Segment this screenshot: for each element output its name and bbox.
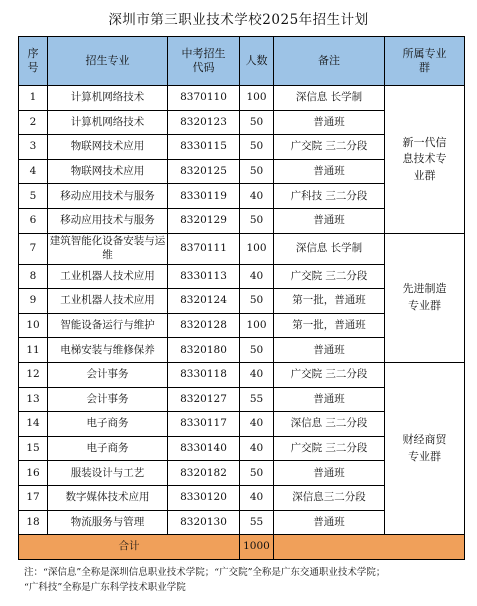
group-cell-manufacturing xyxy=(385,233,465,362)
cell-seq: 14 xyxy=(19,412,48,437)
cell-remark: 广交院 三二分段 xyxy=(274,135,385,160)
cell-seq: 1 xyxy=(19,86,48,111)
cell-code: 8330119 xyxy=(168,184,240,209)
cell-major: 工业机器人技术应用 xyxy=(48,264,168,289)
header-group: 所属专业群 xyxy=(385,37,465,86)
cell-code: 8370110 xyxy=(168,86,240,111)
cell-count: 50 xyxy=(240,208,274,233)
cell-code: 8320129 xyxy=(168,208,240,233)
cell-remark: 广交院 三二分段 xyxy=(274,436,385,461)
cell-major: 电子商务 xyxy=(48,436,168,461)
group-cell-finance xyxy=(385,362,465,534)
cell-count: 40 xyxy=(240,184,274,209)
cell-count: 100 xyxy=(240,313,274,338)
cell-code: 8330118 xyxy=(168,362,240,387)
table-row xyxy=(19,86,465,111)
total-label: 合计 xyxy=(19,535,240,560)
cell-seq: 11 xyxy=(19,338,48,363)
cell-remark: 广交院 三二分段 xyxy=(274,264,385,289)
cell-remark: 广科技 三二分段 xyxy=(274,184,385,209)
cell-major: 智能设备运行与维护 xyxy=(48,313,168,338)
cell-major: 计算机网络技术 xyxy=(48,110,168,135)
cell-seq: 18 xyxy=(19,510,48,535)
cell-code: 8320123 xyxy=(168,110,240,135)
group-label: 先进制造专业群 xyxy=(402,282,447,312)
table-header-row xyxy=(19,37,465,86)
cell-code: 8320128 xyxy=(168,313,240,338)
cell-seq: 10 xyxy=(19,313,48,338)
cell-code: 8320130 xyxy=(168,510,240,535)
footnote xyxy=(24,565,464,595)
cell-major: 物流服务与管理 xyxy=(48,510,168,535)
cell-remark: 普通班 xyxy=(274,387,385,412)
cell-seq: 5 xyxy=(19,184,48,209)
cell-remark: 广交院 三二分段 xyxy=(274,362,385,387)
cell-code: 8330113 xyxy=(168,264,240,289)
cell-major: 工业机器人技术应用 xyxy=(48,289,168,314)
cell-major: 移动应用技术与服务 xyxy=(48,208,168,233)
cell-remark: 深信息 三二分段 xyxy=(274,412,385,437)
cell-seq: 2 xyxy=(19,110,48,135)
cell-code: 8320182 xyxy=(168,461,240,486)
cell-major: 会计事务 xyxy=(48,387,168,412)
cell-count: 40 xyxy=(240,362,274,387)
cell-major: 电梯安装与维修保养 xyxy=(48,338,168,363)
page-title: 深圳市第三职业技术学校2025年招生计划 xyxy=(108,12,369,28)
cell-code: 8320125 xyxy=(168,159,240,184)
cell-count: 100 xyxy=(240,233,274,264)
cell-major: 服装设计与工艺 xyxy=(48,461,168,486)
cell-seq: 6 xyxy=(19,208,48,233)
cell-code: 8320127 xyxy=(168,387,240,412)
cell-code: 8330117 xyxy=(168,412,240,437)
cell-remark: 深信息 长学制 xyxy=(274,233,385,264)
cell-seq: 15 xyxy=(19,436,48,461)
total-empty xyxy=(274,535,465,560)
table-row xyxy=(19,362,465,387)
group-label: 新一代信息技术专业群 xyxy=(402,135,447,182)
table-row xyxy=(19,233,465,264)
header-major: 招生专业 xyxy=(48,37,168,86)
cell-count: 50 xyxy=(240,338,274,363)
cell-count: 50 xyxy=(240,135,274,160)
cell-code: 8330140 xyxy=(168,436,240,461)
cell-remark: 普通班 xyxy=(274,510,385,535)
cell-seq: 8 xyxy=(19,264,48,289)
footnote-line-2: “广科技”全称是广东科学技术职业学院 xyxy=(24,582,186,593)
cell-count: 50 xyxy=(240,289,274,314)
total-row xyxy=(19,535,465,560)
cell-seq: 4 xyxy=(19,159,48,184)
cell-count: 40 xyxy=(240,436,274,461)
cell-count: 100 xyxy=(240,86,274,111)
cell-count: 40 xyxy=(240,264,274,289)
total-count: 1000 xyxy=(240,535,274,560)
cell-count: 50 xyxy=(240,110,274,135)
cell-count: 55 xyxy=(240,510,274,535)
cell-major: 数字媒体技术应用 xyxy=(48,485,168,510)
cell-remark: 普通班 xyxy=(274,208,385,233)
group-cell-it xyxy=(385,86,465,234)
cell-major: 物联网技术应用 xyxy=(48,159,168,184)
cell-major: 计算机网络技术 xyxy=(48,86,168,111)
cell-count: 55 xyxy=(240,387,274,412)
cell-count: 40 xyxy=(240,485,274,510)
cell-major: 物联网技术应用 xyxy=(48,135,168,160)
cell-count: 50 xyxy=(240,159,274,184)
header-seq: 序号 xyxy=(19,37,48,86)
cell-remark: 深信息 长学制 xyxy=(274,86,385,111)
cell-seq: 17 xyxy=(19,485,48,510)
header-count: 人数 xyxy=(240,37,274,86)
cell-code: 8330120 xyxy=(168,485,240,510)
cell-major: 电子商务 xyxy=(48,412,168,437)
cell-major: 移动应用技术与服务 xyxy=(48,184,168,209)
cell-code: 8320180 xyxy=(168,338,240,363)
cell-count: 50 xyxy=(240,461,274,486)
cell-code: 8330115 xyxy=(168,135,240,160)
cell-remark: 普通班 xyxy=(274,159,385,184)
cell-major: 建筑智能化设备安装与运维 xyxy=(48,233,168,264)
group-label: 财经商贸专业群 xyxy=(402,433,447,463)
cell-remark: 普通班 xyxy=(274,338,385,363)
cell-count: 40 xyxy=(240,412,274,437)
header-remark: 备注 xyxy=(274,37,385,86)
footnote-line-1: 注：“深信息”全称是深圳信息职业技术学院；“广交院”全称是广东交通职业技术学院； xyxy=(24,567,386,578)
cell-seq: 16 xyxy=(19,461,48,486)
cell-seq: 12 xyxy=(19,362,48,387)
cell-seq: 3 xyxy=(19,135,48,160)
enrollment-table xyxy=(18,36,465,560)
header-code: 中考招生代码 xyxy=(168,37,240,86)
cell-remark: 普通班 xyxy=(274,461,385,486)
cell-remark: 第一批，普通班 xyxy=(274,313,385,338)
cell-major: 会计事务 xyxy=(48,362,168,387)
cell-remark: 第一批，普通班 xyxy=(274,289,385,314)
cell-remark: 普通班 xyxy=(274,110,385,135)
cell-seq: 13 xyxy=(19,387,48,412)
cell-code: 8320124 xyxy=(168,289,240,314)
cell-seq: 7 xyxy=(19,233,48,264)
cell-remark: 深信息三二分段 xyxy=(274,485,385,510)
cell-code: 8370111 xyxy=(168,233,240,264)
cell-seq: 9 xyxy=(19,289,48,314)
